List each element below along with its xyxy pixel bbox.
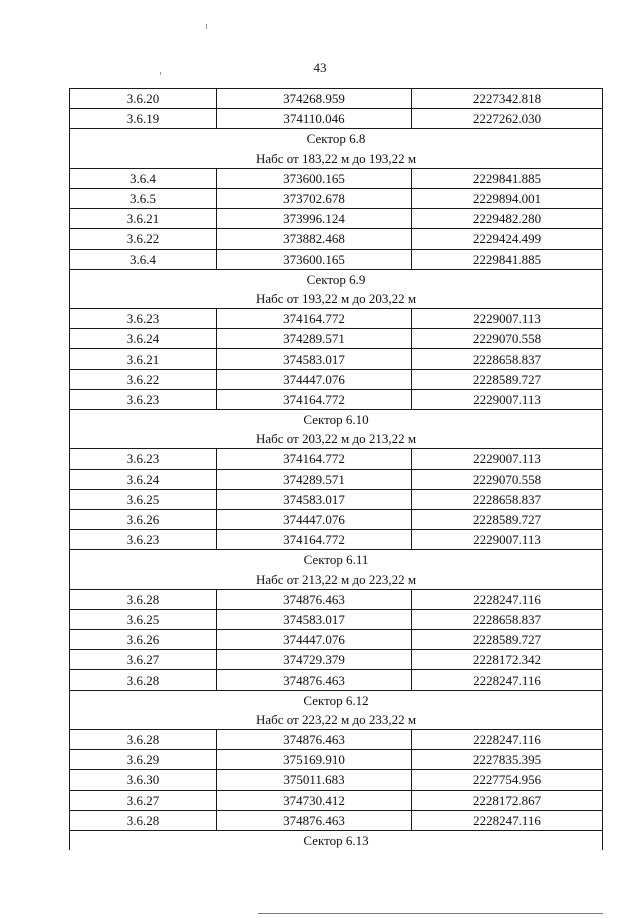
x-coordinate-cell: 374164.772 — [217, 389, 412, 409]
point-id-cell: 3.6.27 — [70, 650, 217, 670]
x-coordinate-cell: 374164.772 — [217, 449, 412, 469]
elevation-range-label: Набс от 193,22 м до 203,22 м — [70, 289, 603, 309]
y-coordinate-cell: 2229007.113 — [412, 530, 603, 550]
sector-title: Сектор 6.13 — [70, 830, 603, 850]
x-coordinate-cell: 373882.468 — [217, 229, 412, 249]
point-id-cell: 3.6.20 — [70, 89, 217, 109]
sector-title: Сектор 6.11 — [70, 550, 603, 570]
y-coordinate-cell: 2229007.113 — [412, 449, 603, 469]
sector-header-row — [70, 269, 603, 289]
y-coordinate-cell: 2228247.116 — [412, 810, 603, 830]
point-id-cell: 3.6.23 — [70, 309, 217, 329]
x-coordinate-cell: 374447.076 — [217, 630, 412, 650]
sector-header-row — [70, 550, 603, 570]
y-coordinate-cell: 2228247.116 — [412, 670, 603, 690]
table-row — [70, 249, 603, 269]
table-row — [70, 630, 603, 650]
y-coordinate-cell: 2228247.116 — [412, 589, 603, 609]
y-coordinate-cell: 2229894.001 — [412, 188, 603, 208]
y-coordinate-cell: 2229841.885 — [412, 249, 603, 269]
table-row — [70, 530, 603, 550]
y-coordinate-cell: 2227262.030 — [412, 109, 603, 129]
point-id-cell: 3.6.29 — [70, 750, 217, 770]
x-coordinate-cell: 375169.910 — [217, 750, 412, 770]
point-id-cell: 3.6.27 — [70, 790, 217, 810]
elevation-range-label: Набс от 183,22 м до 193,22 м — [70, 149, 603, 169]
point-id-cell: 3.6.22 — [70, 229, 217, 249]
table-row — [70, 209, 603, 229]
point-id-cell: 3.6.23 — [70, 449, 217, 469]
x-coordinate-cell: 374268.959 — [217, 89, 412, 109]
table-row — [70, 670, 603, 690]
point-id-cell: 3.6.23 — [70, 530, 217, 550]
point-id-cell: 3.6.25 — [70, 609, 217, 629]
x-coordinate-cell: 373996.124 — [217, 209, 412, 229]
y-coordinate-cell: 2227835.395 — [412, 750, 603, 770]
point-id-cell: 3.6.23 — [70, 389, 217, 409]
x-coordinate-cell: 374583.017 — [217, 489, 412, 509]
elevation-range-row — [70, 149, 603, 169]
x-coordinate-cell: 374289.571 — [217, 329, 412, 349]
sector-title: Сектор 6.10 — [70, 410, 603, 430]
y-coordinate-cell: 2227754.956 — [412, 770, 603, 790]
point-id-cell: 3.6.26 — [70, 630, 217, 650]
coordinates-table-body — [70, 89, 603, 851]
point-id-cell: 3.6.28 — [70, 810, 217, 830]
x-coordinate-cell: 375011.683 — [217, 770, 412, 790]
y-coordinate-cell: 2227342.818 — [412, 89, 603, 109]
sector-header-row — [70, 129, 603, 149]
point-id-cell: 3.6.4 — [70, 249, 217, 269]
x-coordinate-cell: 374447.076 — [217, 369, 412, 389]
x-coordinate-cell: 374876.463 — [217, 730, 412, 750]
elevation-range-row — [70, 429, 603, 449]
page-number: 43 — [313, 60, 327, 75]
table-row — [70, 730, 603, 750]
x-coordinate-cell: 374729.379 — [217, 650, 412, 670]
sector-title: Сектор 6.9 — [70, 269, 603, 289]
table-row — [70, 790, 603, 810]
table-row — [70, 810, 603, 830]
table-row — [70, 369, 603, 389]
point-id-cell: 3.6.25 — [70, 489, 217, 509]
table-row — [70, 589, 603, 609]
elevation-range-label: Набс от 223,22 м до 233,22 м — [70, 710, 603, 730]
scan-speck — [160, 72, 161, 75]
y-coordinate-cell: 2228172.342 — [412, 650, 603, 670]
x-coordinate-cell: 374289.571 — [217, 469, 412, 489]
point-id-cell: 3.6.19 — [70, 109, 217, 129]
x-coordinate-cell: 374730.412 — [217, 790, 412, 810]
elevation-range-row — [70, 289, 603, 309]
scan-speck — [206, 24, 207, 29]
sector-title: Сектор 6.12 — [70, 690, 603, 710]
y-coordinate-cell: 2229070.558 — [412, 329, 603, 349]
y-coordinate-cell: 2228658.837 — [412, 609, 603, 629]
point-id-cell: 3.6.4 — [70, 168, 217, 188]
table-row — [70, 349, 603, 369]
y-coordinate-cell: 2228589.727 — [412, 509, 603, 529]
sector-header-row — [70, 690, 603, 710]
table-row — [70, 609, 603, 629]
point-id-cell: 3.6.21 — [70, 349, 217, 369]
x-coordinate-cell: 374583.017 — [217, 349, 412, 369]
y-coordinate-cell: 2229841.885 — [412, 168, 603, 188]
point-id-cell: 3.6.26 — [70, 509, 217, 529]
table-row — [70, 750, 603, 770]
table-row — [70, 229, 603, 249]
x-coordinate-cell: 373600.165 — [217, 168, 412, 188]
table-row — [70, 489, 603, 509]
x-coordinate-cell: 374110.046 — [217, 109, 412, 129]
x-coordinate-cell: 374876.463 — [217, 670, 412, 690]
page-bottom-edge — [258, 913, 603, 914]
y-coordinate-cell: 2229482.280 — [412, 209, 603, 229]
point-id-cell: 3.6.21 — [70, 209, 217, 229]
x-coordinate-cell: 374583.017 — [217, 609, 412, 629]
y-coordinate-cell: 2229070.558 — [412, 469, 603, 489]
y-coordinate-cell: 2228589.727 — [412, 369, 603, 389]
table-row — [70, 449, 603, 469]
y-coordinate-cell: 2228247.116 — [412, 730, 603, 750]
point-id-cell: 3.6.24 — [70, 329, 217, 349]
elevation-range-row — [70, 570, 603, 590]
table-row — [70, 650, 603, 670]
x-coordinate-cell: 374876.463 — [217, 810, 412, 830]
point-id-cell: 3.6.28 — [70, 730, 217, 750]
y-coordinate-cell: 2228589.727 — [412, 630, 603, 650]
sector-header-row — [70, 830, 603, 850]
point-id-cell: 3.6.28 — [70, 589, 217, 609]
y-coordinate-cell: 2229424.499 — [412, 229, 603, 249]
table-row — [70, 509, 603, 529]
sector-header-row — [70, 410, 603, 430]
table-row — [70, 168, 603, 188]
y-coordinate-cell: 2228172.867 — [412, 790, 603, 810]
y-coordinate-cell: 2228658.837 — [412, 349, 603, 369]
y-coordinate-cell: 2229007.113 — [412, 309, 603, 329]
x-coordinate-cell: 373600.165 — [217, 249, 412, 269]
table-row — [70, 188, 603, 208]
coordinates-table — [69, 88, 603, 850]
y-coordinate-cell: 2229007.113 — [412, 389, 603, 409]
table-row — [70, 770, 603, 790]
elevation-range-label: Набс от 213,22 м до 223,22 м — [70, 570, 603, 590]
x-coordinate-cell: 374164.772 — [217, 530, 412, 550]
table-row — [70, 329, 603, 349]
sector-title: Сектор 6.8 — [70, 129, 603, 149]
x-coordinate-cell: 374447.076 — [217, 509, 412, 529]
table-row — [70, 389, 603, 409]
point-id-cell: 3.6.22 — [70, 369, 217, 389]
x-coordinate-cell: 374164.772 — [217, 309, 412, 329]
y-coordinate-cell: 2228658.837 — [412, 489, 603, 509]
point-id-cell: 3.6.5 — [70, 188, 217, 208]
elevation-range-label: Набс от 203,22 м до 213,22 м — [70, 429, 603, 449]
table-row — [70, 469, 603, 489]
x-coordinate-cell: 374876.463 — [217, 589, 412, 609]
elevation-range-row — [70, 710, 603, 730]
table-row — [70, 89, 603, 109]
point-id-cell: 3.6.24 — [70, 469, 217, 489]
point-id-cell: 3.6.30 — [70, 770, 217, 790]
point-id-cell: 3.6.28 — [70, 670, 217, 690]
table-row — [70, 309, 603, 329]
table-row — [70, 109, 603, 129]
x-coordinate-cell: 373702.678 — [217, 188, 412, 208]
